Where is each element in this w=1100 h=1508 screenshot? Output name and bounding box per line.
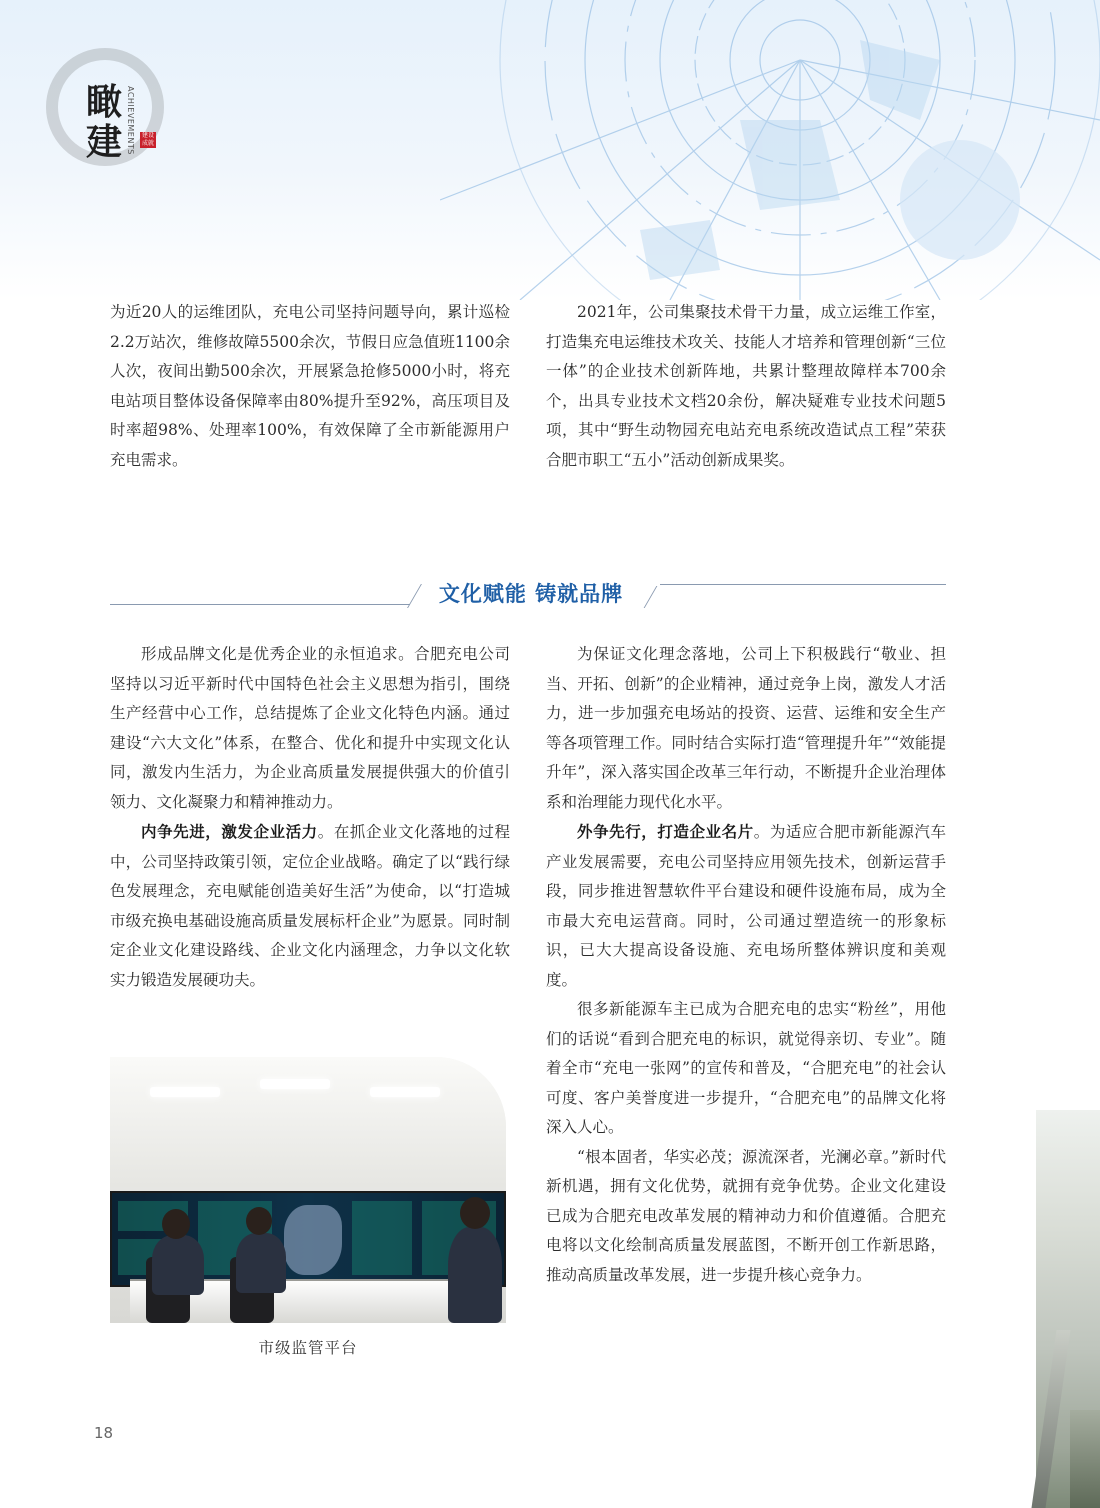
operator — [152, 1235, 204, 1295]
ceiling — [110, 1057, 506, 1187]
paragraph-text: 。为适应合肥市新能源汽车产业发展需要，充电公司坚持应用领先技术，创新运营手段，同步推进智慧软件平台建设和硬件设施布局，成为全市最大充电运营商。同时，公司通过塑造统一的形象标识，已大大提高设备设施、充电场所整体辨识度和美观度。 — [546, 823, 946, 989]
section-logo — [46, 48, 168, 170]
section-title: 文化赋能 铸就品牌 — [438, 582, 624, 606]
left-column — [110, 640, 510, 995]
operator-head — [246, 1207, 272, 1235]
photo-caption: 市级监管平台 — [258, 1339, 358, 1357]
title-rule-left — [110, 604, 410, 605]
paragraph — [110, 817, 510, 995]
ceiling-light — [150, 1087, 220, 1097]
bold-lead: 内争先进，激发企业活力 — [141, 822, 318, 841]
operator — [448, 1227, 502, 1323]
screen-panel — [352, 1201, 412, 1275]
paragraph: 形成品牌文化是优秀企业的永恒追求。合肥充电公司坚持以习近平新时代中国特色社会主义思想为指引，围绕生产经营中心工作，总结提炼了企业文化特色内涵。通过建设“六大文化”体系，在整合、优化和提升中实现文化认同，激发内生活力，为企业高质量发展提供强大的价值引领力、文化凝聚力和精神推动力。 — [110, 645, 510, 811]
paragraph-text: 。在抓企业文化落地的过程中，公司坚持政策引领，定位企业战略。确定了以“践行绿色发展理念，充电赋能创造美好生活”为使命，以“打造城市级充换电基础设施高质量发展标杆企业”为愿景。同时制定企业文化建设路线、企业文化内涵理念，力争以文化软实力锻造发展硬功夫。 — [110, 823, 510, 989]
logo-char-jian: 建 — [86, 121, 123, 163]
paragraph: “根本固者，华实必茂；源流深者，光澜必章。”新时代新机遇，拥有文化优势，就拥有竞争优势。企业文化建设已成为合肥充电改革发展的精神动力和价值遵循。合肥充电将以文化绘制高质量发展蓝图，不断开创工作新思路，推动高质量改革发展，进一步提升核心竞争力。 — [546, 1147, 946, 1284]
red-seal: 建设 成就 — [141, 132, 154, 147]
top-left-column — [110, 298, 510, 475]
city-map — [284, 1205, 342, 1275]
grass-shape — [1070, 1410, 1100, 1508]
paragraph: 为保证文化理念落地，公司上下积极践行“敬业、担当、开拓、创新”的企业精神，通过竞争上岗，激发人才活力，进一步加强充电场站的投资、运营、运维和安全生产等各项管理工作。同时结合实际打造“管理提升年”“效能提升年”，深入落实国企改革三年行动，不断提升企业治理体系和治理能力现代化水平。 — [546, 645, 946, 811]
side-photo-strip — [1036, 1110, 1100, 1508]
paragraph: 2021年，公司集聚技术骨干力量，成立运维工作室，打造集充电运维技术攻关、技能人才培养和管理创新“三位一体”的企业技术创新阵地，共累计整理故障样本700余个，出具专业技术文档20余份，解决疑难专业技术问题5项，其中“野生动物园充电站充电系统改造试点工程”荣获合肥市职工“五小”活动创新成果奖。 — [546, 303, 946, 469]
top-right-column — [546, 298, 946, 475]
bold-lead: 外争先行，打造企业名片 — [577, 822, 754, 841]
operator-head — [162, 1209, 190, 1239]
title-slash-right — [644, 586, 658, 608]
monitoring-room-photo — [110, 1057, 506, 1323]
ceiling-light — [370, 1087, 440, 1097]
operator — [236, 1233, 286, 1293]
road-shape — [1031, 1330, 1070, 1508]
ceiling-light — [260, 1079, 330, 1089]
tech-circle-decoration — [440, 0, 1100, 300]
right-column — [546, 640, 946, 1290]
operator-head — [460, 1197, 490, 1229]
logo-char-kan: 瞰 — [86, 81, 123, 123]
paragraph: 很多新能源车主已成为合肥充电的忠实“粉丝”，用他们的话说“看到合肥充电的标识，就觉得亲切、专业”。随着全市“充电一张网”的宣传和普及，“合肥充电”的社会认可度、客户美誉度进一步提升，“合肥充电”的品牌文化将深入人心。 — [546, 1000, 946, 1136]
paragraph: 为近20人的运维团队，充电公司坚持问题导向，累计巡检2.2万站次，维修故障5500余次，节假日应急值班1100余人次，夜间出勤500余次，开展紧急抢修5000小时，将充电站项目整体设备保障率由80%提升至92%，高压项目及时率超98%、处理率100%，有效保障了全市新能源用户充电需求。 — [110, 303, 510, 469]
title-slash-left — [407, 584, 422, 608]
logo-english: ACHIEVEMENTS — [126, 86, 135, 155]
paragraph — [546, 817, 946, 995]
title-rule-right — [660, 584, 946, 585]
page-number: 18 — [94, 1424, 114, 1442]
